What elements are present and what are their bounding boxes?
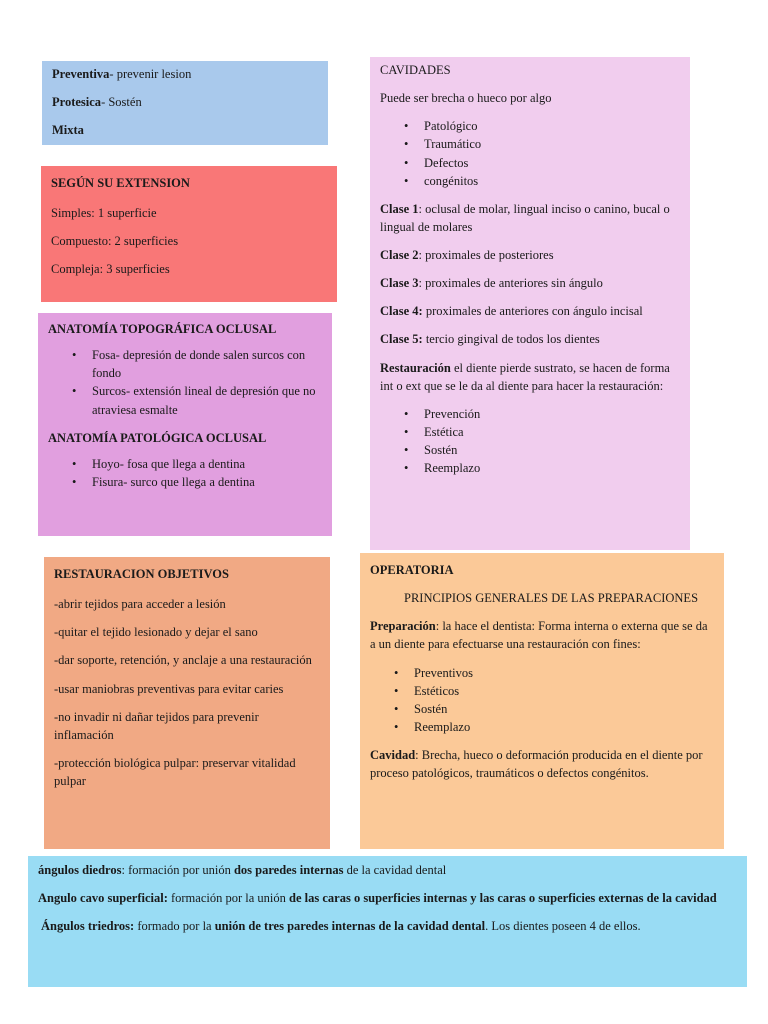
anatomia-box (38, 313, 332, 536)
objetivo-item: -dar soporte, retención, y anclaje a una restauración (54, 653, 312, 668)
list-item: • Preventivos (414, 664, 714, 682)
objetivos-title: RESTAURACION OBJETIVOS (54, 567, 229, 581)
list-item: • Surcos- extensión lineal de depresión que no atraviesa esmalte (92, 382, 322, 418)
tipo-protesica: Protesica- Sostén (52, 95, 142, 110)
angulos-diedros: ángulos diedros: formación por unión dos paredes internas de la cavidad dental (38, 863, 447, 877)
list-item: • Patológico (424, 117, 680, 135)
operatoria-title: OPERATORIA (370, 563, 454, 577)
clase-3: Clase 3: proximales de anteriores sin ángulo (380, 276, 603, 291)
list-item: • congénitos (424, 172, 680, 190)
tipo-mixta: Mixta (52, 123, 84, 138)
list-item: • Prevención (424, 405, 680, 423)
fines-list (370, 664, 714, 737)
clase-2: Clase 2: proximales de posteriores (380, 248, 554, 262)
restauracion-objetivos-box (44, 557, 330, 849)
objetivo-item: -usar maniobras preventivas para evitar caries (54, 681, 284, 696)
angulos-box (28, 856, 747, 987)
angulos-triedros: Ángulos triedros: formado por la unión de tres paredes internas de la cavidad dental. Los dientes poseen 4 de ellos. (41, 919, 641, 934)
cavidades-intro: Puede ser brecha o hueco por algo (380, 91, 552, 106)
extension-item: Compleja: 3 superficies (51, 262, 170, 277)
extension-item: Simples: 1 superficie (51, 206, 157, 221)
list-item: • Estéticos (414, 682, 714, 700)
extension-box (41, 166, 337, 302)
list-item: • Estética (424, 423, 680, 441)
clase-1: Clase 1: oclusal de molar, lingual inciso o canino, bucal o lingual de molares (380, 201, 670, 234)
list-item: • Hoyo- fosa que llega a dentina (92, 455, 322, 473)
list-item: • Traumático (424, 135, 680, 153)
list-item: • Reemplazo (424, 459, 680, 477)
principios-title: PRINCIPIOS GENERALES DE LAS PREPARACIONES (404, 591, 699, 606)
tipos-box (42, 61, 328, 145)
preparacion-paragraph: Preparación: la hace el dentista: Forma interna o externa que se da a un diente para efectuarse una restauración con fines: (370, 619, 708, 652)
clase-4: Clase 4: proximales de anteriores con ángulo incisal (380, 304, 643, 319)
list-item: • Fisura- surco que llega a dentina (92, 473, 322, 491)
objetivo-item: -no invadir ni dañar tejidos para prevenir inflamación (54, 709, 259, 742)
angulo-cavo-superficial: Angulo cavo superficial: formación por la unión de las caras o superficies internas y las caras o superficies externas de la cavidad (38, 891, 717, 906)
list-item: • Reemplazo (414, 718, 714, 736)
list-item: • Defectos (424, 154, 680, 172)
objetivo-item: -protección biológica pulpar: preservar vitalidad pulpar (54, 755, 296, 788)
list-item: • Sostén (414, 700, 714, 718)
anatomia-patologica-title: ANATOMÍA PATOLÓGICA OCLUSAL (48, 430, 267, 445)
objetivo-item: -quitar el tejido lesionado y dejar el sano (54, 625, 258, 640)
anatomia-topografica-list (48, 346, 322, 419)
cavidad-paragraph: Cavidad: Brecha, hueco o deformación producida en el diente por proceso patológicos, traumáticos o defectos congénitos. (370, 748, 703, 781)
objetivo-item: -abrir tejidos para acceder a lesión (54, 597, 226, 612)
list-item: • Fosa- depresión de donde salen surcos con fondo (92, 346, 322, 382)
restauracion-list (380, 405, 680, 478)
cavidades-box (370, 57, 690, 550)
list-item: • Sostén (424, 441, 680, 459)
extension-item: Compuesto: 2 superficies (51, 234, 179, 249)
restauracion-paragraph: Restauración el diente pierde sustrato, se hacen de forma int o ext que se le da al diente para hacer la restauración: (380, 360, 670, 393)
anatomia-topografica-title: ANATOMÍA TOPOGRÁFICA OCLUSAL (48, 322, 277, 336)
cavidades-title: CAVIDADES (380, 63, 451, 77)
tipo-preventiva: Preventiva- prevenir lesion (52, 67, 192, 81)
anatomia-patologica-list (48, 455, 322, 491)
operatoria-box (360, 553, 724, 849)
cavidades-types-list (380, 117, 680, 190)
clase-5: Clase 5: tercio gingival de todos los dientes (380, 332, 600, 347)
extension-title: SEGÚN SU EXTENSION (51, 176, 190, 190)
